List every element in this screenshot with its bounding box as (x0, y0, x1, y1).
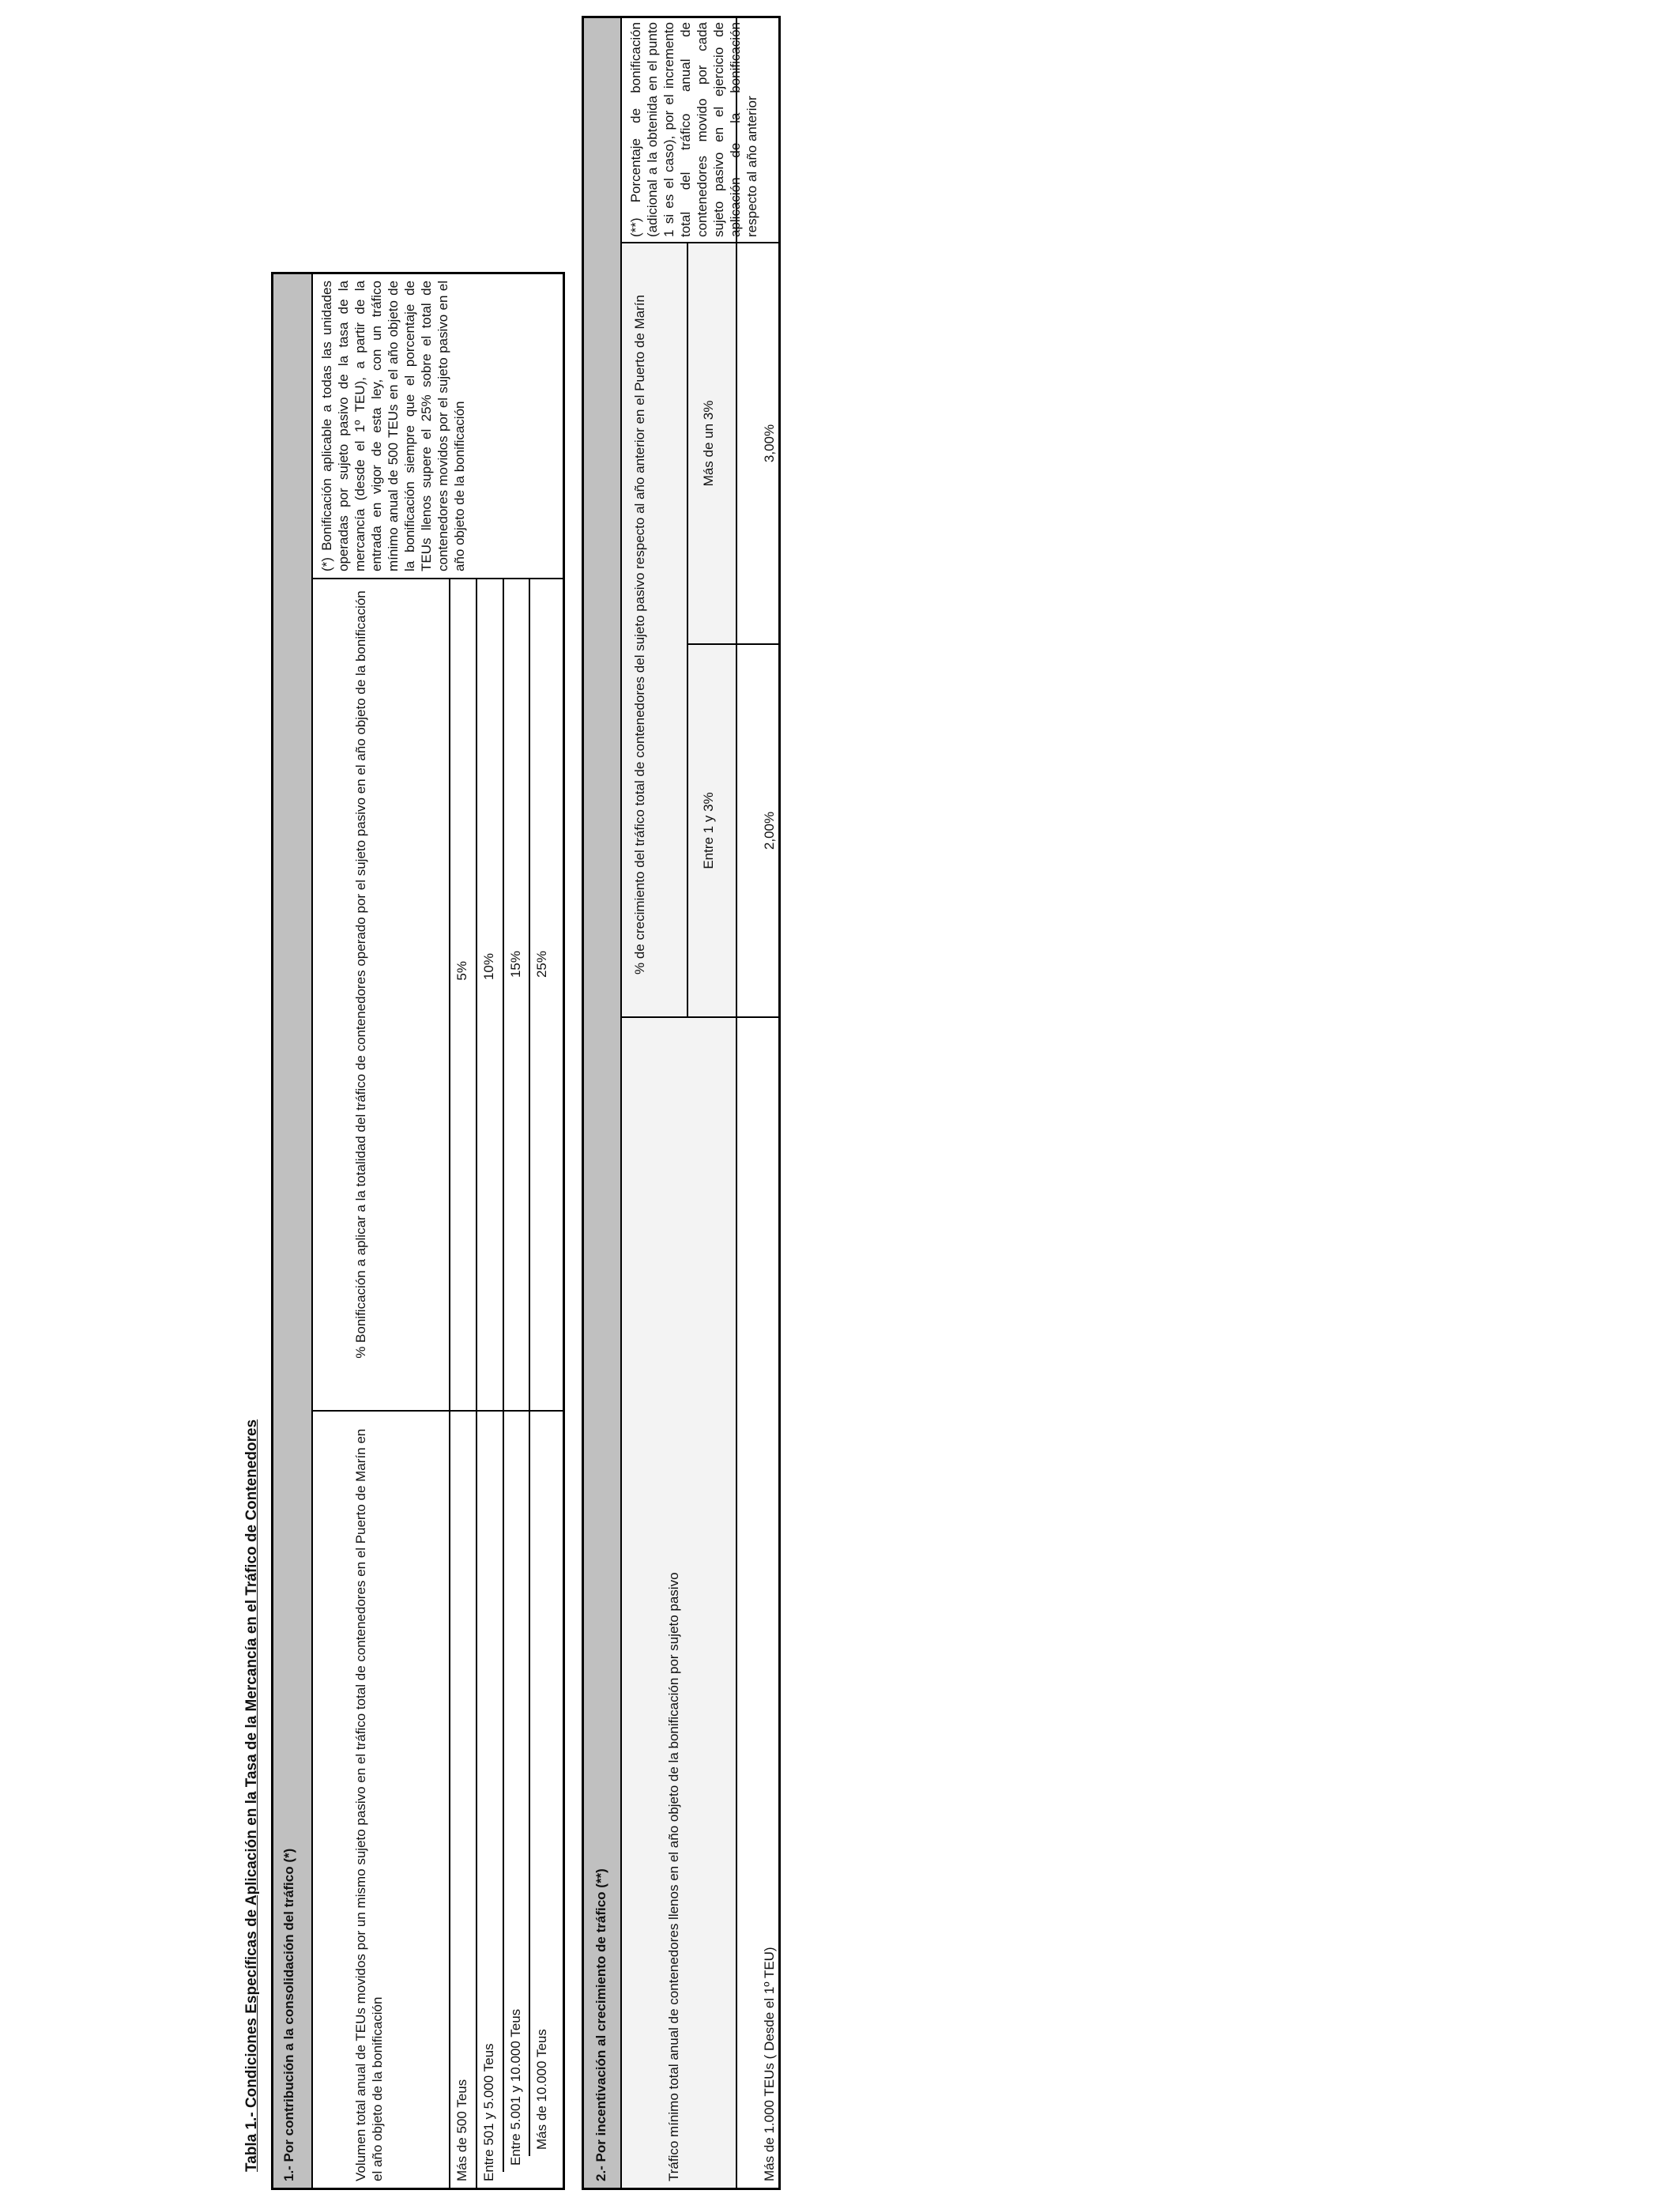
section1-row-1-pct: 10% (481, 953, 496, 981)
section1-row-separator (503, 579, 504, 2172)
document-title: Tabla 1.- Condiciones Específicas de Aplicación en la Tasa de la Mercancía en el Tráfico de Contenedores (243, 1419, 260, 2172)
section1-col-separator (311, 578, 565, 579)
section2-table (582, 16, 781, 2190)
section1-col-separator (311, 1410, 565, 1412)
section1-header (273, 274, 313, 2188)
section2-col-separator (687, 643, 781, 645)
section1-row-0-range: Más de 500 Teus (454, 2079, 469, 2181)
section2-row-separator (687, 242, 688, 1016)
section2-subheader-0: Entre 1 y 3% (701, 792, 716, 869)
section1-row-3-range: Más de 10.000 Teus (534, 2029, 549, 2150)
section1-row-separator (476, 579, 477, 2188)
section1-note: (*) Bonificación aplicable a todas las unidades operadas por sujeto pasivo de la tasa de la mercancía (desde el 1º TEU), a partir de la entrada en vigor de esta ley, con un tráfico mínimo anual de 500 TEUs en el año objeto de la bonificación siempre que el porcentaje de TEUs llenos supere el 25% sobre el total de contenedores movidos por el sujeto pasivo en el año objeto de la bonificación (319, 281, 467, 571)
section2-col1-header: Tráfico mínimo total anual de contenedores llenos en el año objeto de la bonificación por sujeto pasivo (666, 1572, 681, 2181)
section2-header-label: 2.- Por incentivación al crecimiento de tráfico (**) (593, 1868, 608, 2181)
section2-row-separator (736, 16, 737, 2188)
section2-subheader-1: Más de un 3% (701, 400, 716, 487)
section1-header-label: 1.- Por contribución a la consolidación del tráfico (*) (281, 1848, 296, 2181)
section1-row-0-pct: 5% (454, 961, 469, 981)
section1-row-separator (529, 579, 530, 2156)
section1-row-2-range: Entre 5.001 y 10.000 Teus (508, 2008, 523, 2166)
section2-group-header: % de crecimiento del tráfico total de contenedores del sujeto pasivo respecto al año anterior en el Puerto de Marín (632, 295, 647, 974)
section2-header (584, 18, 622, 2188)
section2-col-separator (622, 1016, 781, 1018)
section2-note: (**) Porcentaje de bonificación (adicional a la obtenida en el punto 1 si es el caso), por el incremento total del tráfico anual de contenedores movido por cada sujeto pasivo en el ejercicio de aplicación de la bonificación respecto al año anterior (628, 22, 759, 237)
section1-row-1-range: Entre 501 y 5.000 Teus (481, 2043, 496, 2181)
section1-col2-header: % Bonificación a aplicar a la totalidad del tráfico de contenedores operado por el sujeto pasivo en el año objeto de la bonificación (353, 590, 368, 1359)
section2-row-value-0: 2,00% (762, 811, 777, 850)
section1-table (271, 272, 565, 2190)
section1-row-2-pct: 15% (508, 951, 523, 978)
section1-row-separator (449, 579, 450, 2188)
section1-col1-header: Volumen total anual de TEUs movidos por un mismo sujeto pasivo en el tráfico total de contenedores en el Puerto de Marín en el año objeto de la bonificación (353, 1428, 385, 2181)
section2-col-separator (622, 242, 781, 243)
section2-row-value-1: 3,00% (762, 424, 777, 463)
section1-row-3-pct: 25% (534, 951, 549, 978)
section2-row-label: Más de 1.000 TEUs ( Desde el 1º TEU) (762, 1947, 777, 2181)
